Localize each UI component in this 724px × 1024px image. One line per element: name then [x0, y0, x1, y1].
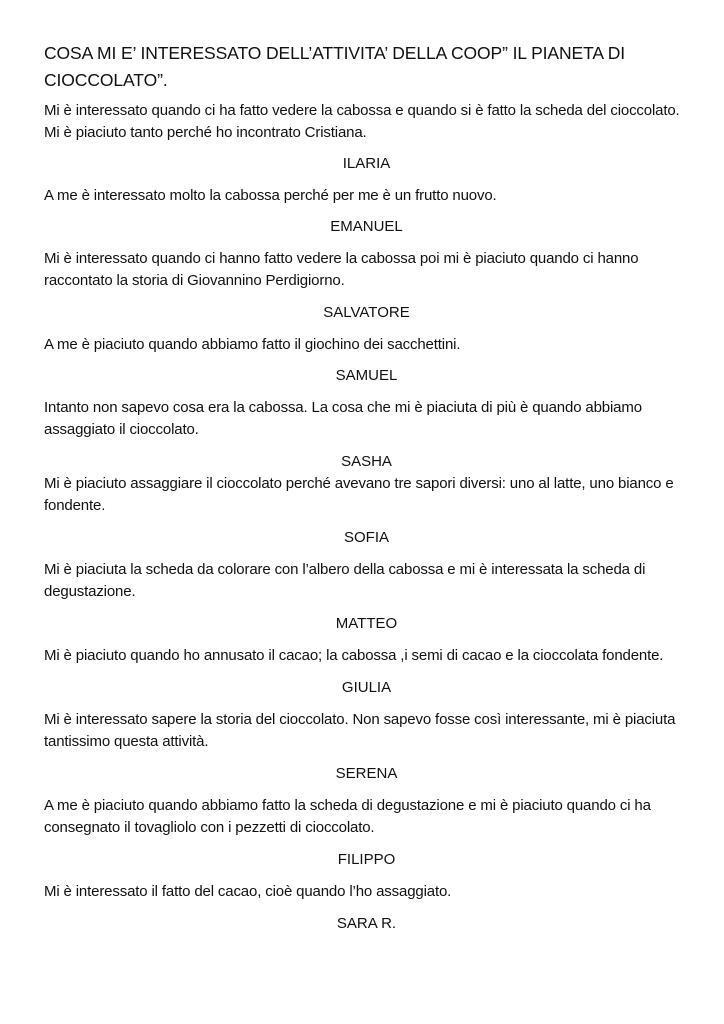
entry-author: SASHA: [341, 453, 392, 470]
entry-author: GIULIA: [341, 679, 392, 696]
entry-author: MATTEO: [335, 615, 398, 632]
entry-text: Mi è interessato sapere la storia del cioccolato. Non sapevo fosse così interessante, mi è piaciuta tantissimo questa attività.: [44, 711, 676, 750]
entry: [44, 645, 689, 699]
entry: [44, 397, 689, 473]
entry-text: A me è interessato molto la cabossa perché per me è un frutto nuovo.: [44, 187, 497, 204]
entry: [44, 334, 689, 387]
entry-text: Mi è interessato quando ci ha fatto vedere la cabossa e quando si è fatto la scheda del cioccolato. Mi è piaciuto tanto perché ho incontrato Cristiana.: [44, 102, 680, 141]
entry-text: Mi è piaciuto quando ho annusato il cacao; la cabossa ,i semi di cacao e la cioccolata fondente.: [44, 647, 664, 664]
entry-author: SERENA: [335, 765, 398, 782]
entry: [44, 881, 689, 935]
entry-author: SOFIA: [343, 529, 389, 546]
entry-text: Mi è piaciuto assaggiare il cioccolato perché avevano tre sapori diversi: uno al latte, uno bianco e fondente.: [44, 475, 674, 514]
entry-text: A me è piaciuto quando abbiamo fatto la scheda di degustazione e mi è piaciuto quando ci ha consegnato il tovagliolo con i pezzetti di cioccolato.: [44, 797, 651, 836]
entry-author: ILARIA: [342, 155, 391, 172]
entry: [44, 559, 689, 635]
entry: [44, 248, 689, 324]
entry-author: EMANUEL: [330, 218, 403, 235]
entry-text: Mi è interessato il fatto del cacao, cioè quando l’ho assaggiato.: [44, 883, 452, 900]
entry: [44, 185, 689, 238]
entry-author: SALVATORE: [323, 304, 410, 321]
entry-author: FILIPPO: [337, 851, 396, 868]
document-title: COSA MI E’ INTERESSATO DELL’ATTIVITA’ DELLA COOP” IL PIANETA DI CIOCCOLATO”.: [44, 43, 626, 90]
document-page: [44, 40, 689, 935]
entry-text: A me è piaciuto quando abbiamo fatto il giochino dei sacchettini.: [44, 336, 461, 353]
entry: [44, 709, 689, 785]
entry-author: SAMUEL: [335, 367, 398, 384]
entry: [44, 473, 689, 549]
entry-text: Mi è piaciuta la scheda da colorare con l’albero della cabossa e mi è interessata la scheda di degustazione.: [44, 561, 646, 600]
entry-text: Intanto non sapevo cosa era la cabossa. La cosa che mi è piaciuta di più è quando abbiamo assaggiato il cioccolato.: [44, 399, 642, 438]
entry-author: SARA R.: [336, 915, 397, 932]
entry: [44, 795, 689, 871]
entry-text: Mi è interessato quando ci hanno fatto vedere la cabossa poi mi è piaciuto quando ci hanno raccontato la storia di Giovannino Perdigiorno.: [44, 250, 639, 289]
entry: [44, 100, 689, 175]
